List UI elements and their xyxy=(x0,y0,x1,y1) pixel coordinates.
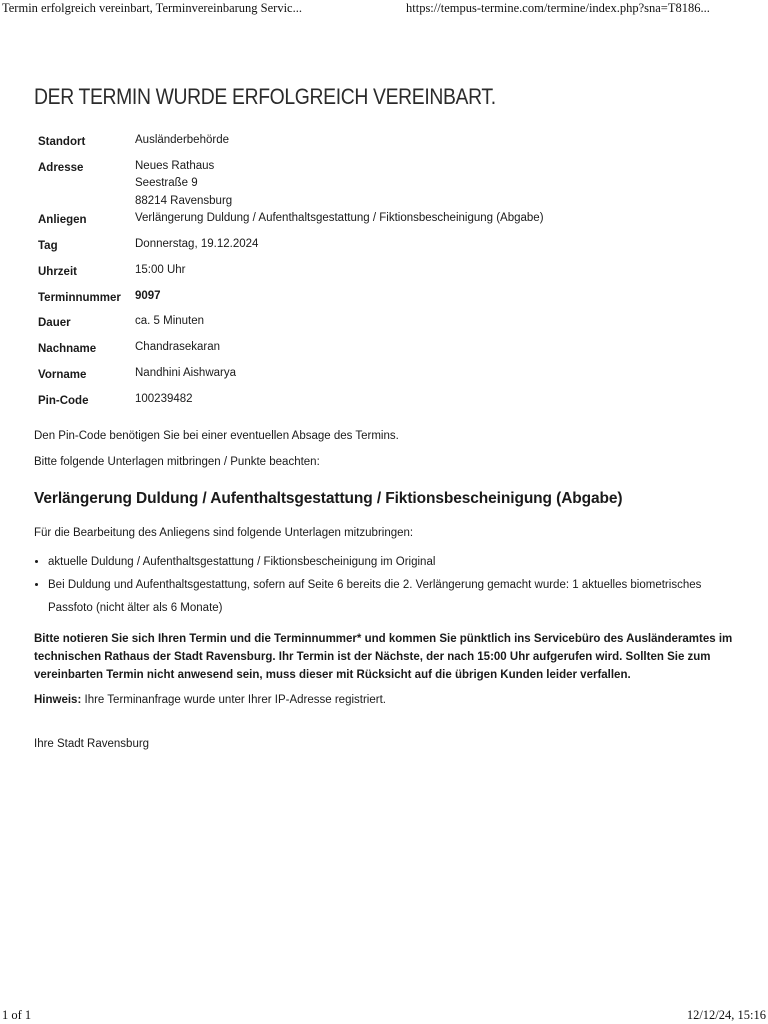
detail-label: Terminnummer xyxy=(38,291,121,304)
docs-lead: Für die Bearbeitung des Anliegens sind folgende Unterlagen mitzubringen: xyxy=(34,526,414,539)
main-content xyxy=(34,84,744,750)
hint-label: Hinweis: xyxy=(34,693,82,706)
detail-value-line: Verlängerung Duldung / Aufenthaltsgestattung / Fiktionsbescheinigung (Abgabe) xyxy=(135,212,544,225)
detail-value-line: 100239482 xyxy=(135,392,193,405)
detail-value xyxy=(135,313,544,339)
list-item: • Bei Duldung und Aufenthaltsgestattung, sofern auf Seite 6 bereits die 2. Verlängerung gemacht wurde: 1 aktuelles biometrisches Passfoto (nicht älter als 6 Monate) xyxy=(48,574,744,620)
detail-value xyxy=(135,132,544,158)
detail-value xyxy=(135,339,544,365)
detail-value-line: Nandhini Aishwarya xyxy=(135,367,237,380)
detail-value-line: Seestraße 9 xyxy=(135,177,198,190)
detail-label: Uhrzeit xyxy=(38,265,77,278)
documents-list xyxy=(34,551,744,620)
detail-value-line: 88214 Ravensburg xyxy=(135,194,233,207)
pin-note: Den Pin-Code benötigen Sie bei einer eventuellen Absage des Termins. xyxy=(34,429,399,442)
ip-hint xyxy=(34,694,744,706)
signature: Ihre Stadt Ravensburg xyxy=(34,737,150,750)
detail-label: Vorname xyxy=(38,369,87,382)
detail-label: Tag xyxy=(38,240,58,253)
detail-row xyxy=(34,313,544,339)
page-count: 1 of 1 xyxy=(2,1008,32,1022)
detail-row xyxy=(34,210,544,236)
list-item: • aktuelle Duldung / Aufenthaltsgestattung / Fiktionsbescheinigung im Original xyxy=(48,551,744,574)
print-footer xyxy=(0,1008,768,1024)
detail-label: Dauer xyxy=(38,317,71,330)
detail-row xyxy=(34,339,544,365)
detail-label: Adresse xyxy=(38,161,84,174)
detail-value xyxy=(135,391,544,417)
detail-label: Standort xyxy=(38,136,86,148)
detail-value-line: Donnerstag, 19.12.2024 xyxy=(135,238,259,251)
detail-value-line: Chandrasekaran xyxy=(135,341,221,354)
print-page-title: Termin erfolgreich vereinbart, Terminvereinbarung Servic... xyxy=(2,1,302,15)
docs-intro: Bitte folgende Unterlagen mitbringen / Punkte beachten: xyxy=(34,455,320,468)
detail-value xyxy=(135,210,544,236)
hint-text: Ihre Terminanfrage wurde unter Ihrer IP-Adresse registriert. xyxy=(84,693,386,706)
attendance-notice: Bitte notieren Sie sich Ihren Termin und die Terminnummer* und kommen Sie pünktlich ins Servicebüro des Ausländeramtes im technischen Rathaus der Stadt Ravensburg. Ihr Termin ist der Nächste, der nach 15:00 Uhr aufgerufen wird. Sollten Sie zum vereinbarten Termin nicht anwesend sein, muss dieser mit Rücksicht auf die übrigen Kunden leider verfallen. xyxy=(34,632,733,681)
detail-value-line: 15:00 Uhr xyxy=(135,263,186,276)
detail-row xyxy=(34,236,544,262)
detail-row xyxy=(34,158,544,211)
appointment-details-table xyxy=(34,132,544,417)
print-page-url: https://tempus-termine.com/termine/index.php?sna=T8186... xyxy=(406,1,710,15)
page-title: DER TERMIN WURDE ERFOLGREICH VEREINBART. xyxy=(34,84,496,109)
detail-value xyxy=(135,365,544,391)
detail-value xyxy=(135,288,544,314)
request-subheading: Verlängerung Duldung / Aufenthaltsgestattung / Fiktionsbescheinigung (Abgabe) xyxy=(34,489,623,507)
detail-row xyxy=(34,288,544,314)
detail-value-line: Neues Rathaus xyxy=(135,159,215,172)
detail-row xyxy=(34,132,544,158)
detail-value-line: 9097 xyxy=(135,289,161,302)
print-datetime: 12/12/24, 15:16 xyxy=(686,1008,766,1022)
detail-value-line: Ausländerbehörde xyxy=(135,134,229,146)
detail-value xyxy=(135,236,544,262)
detail-value xyxy=(135,262,544,288)
detail-label: Anliegen xyxy=(38,214,87,227)
detail-row xyxy=(34,391,544,417)
detail-value xyxy=(135,158,544,211)
detail-label: Nachname xyxy=(38,343,97,356)
detail-row xyxy=(34,262,544,288)
detail-row xyxy=(34,365,544,391)
detail-label: Pin-Code xyxy=(38,394,89,407)
print-header xyxy=(0,0,768,20)
detail-value-line: ca. 5 Minuten xyxy=(135,315,205,328)
